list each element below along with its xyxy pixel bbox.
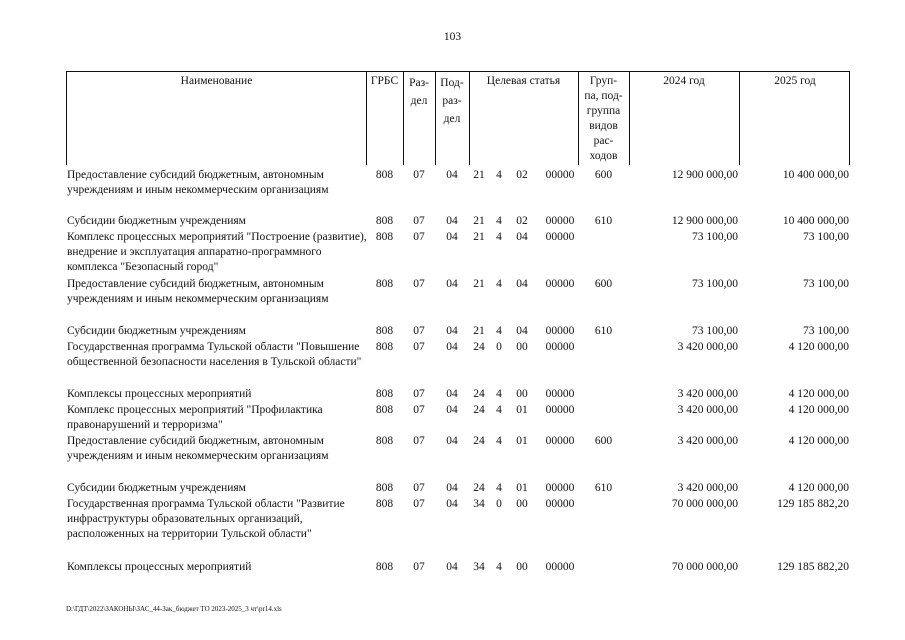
header-razdel: Раз- дел (409, 77, 429, 107)
cell-razdel: 07 (413, 278, 425, 290)
cell-2024: 3 420 000,00 (677, 482, 738, 494)
cell-target-type: 0 (496, 498, 502, 510)
cell-2025: 73 100,00 (803, 325, 849, 337)
cell-target-type: 4 (496, 278, 502, 290)
cell-target-type: 4 (496, 169, 502, 181)
cell-target-direction: 00000 (545, 341, 575, 353)
cell-grbs: 808 (375, 498, 394, 510)
cell-podrazdel: 04 (446, 482, 458, 494)
cell-2025: 4 120 000,00 (788, 388, 849, 400)
cell-2025: 4 120 000,00 (788, 482, 849, 494)
cell-name: Предоставление субсидий бюджетным, автономным учреждениям и иным некоммерческим организациям (67, 278, 329, 305)
cell-2025: 4 120 000,00 (788, 341, 849, 353)
cell-target-program: 21 (473, 325, 485, 337)
cell-podrazdel: 04 (446, 341, 458, 353)
cell-name: Комплекс процессных мероприятий "Профилактика правонарушений и терроризма" (67, 404, 323, 431)
cell-target-type: 4 (496, 435, 502, 447)
cell-razdel: 07 (413, 482, 425, 494)
header-target: Целевая статья (486, 75, 561, 87)
cell-2025: 4 120 000,00 (788, 435, 849, 447)
cell-target-complex: 04 (516, 278, 528, 290)
cell-grbs: 808 (375, 231, 394, 243)
cell-target-direction: 00000 (545, 561, 575, 573)
cell-target-program: 21 (473, 215, 485, 227)
cell-2024: 73 100,00 (692, 325, 738, 337)
cell-target-complex: 00 (516, 498, 528, 510)
cell-name: Предоставление субсидий бюджетным, автономным учреждениям и иным некоммерческим организациям (67, 169, 329, 196)
header-group: Груп- па, под- группа видов рас- ходов (584, 75, 623, 162)
cell-podrazdel: 04 (446, 215, 458, 227)
cell-target-program: 24 (473, 435, 485, 447)
cell-podrazdel: 04 (446, 325, 458, 337)
cell-name: Комплексы процессных мероприятий (67, 561, 252, 573)
cell-target-direction: 00000 (545, 215, 575, 227)
cell-target-program: 21 (473, 278, 485, 290)
cell-target-type: 4 (496, 482, 502, 494)
cell-target-program: 34 (473, 498, 485, 510)
cell-razdel: 07 (413, 561, 425, 573)
cell-group: 600 (594, 435, 613, 447)
file-path: D:\ГДТ\2022\ЗАКОНЫ\ЗАС_44-Зак_бюджет ТО 2023-2025_3 чт\pr14.xls (66, 605, 282, 613)
cell-target-complex: 01 (516, 482, 528, 494)
cell-target-type: 4 (496, 231, 502, 243)
cell-2025: 73 100,00 (803, 278, 849, 290)
cell-razdel: 07 (413, 169, 425, 181)
cell-razdel: 07 (413, 498, 425, 510)
cell-podrazdel: 04 (446, 498, 458, 510)
cell-2025: 10 400 000,00 (782, 169, 849, 181)
cell-2025: 73 100,00 (803, 231, 849, 243)
cell-name: Субсидии бюджетным учреждениям (67, 215, 246, 227)
cell-target-program: 24 (473, 482, 485, 494)
cell-razdel: 07 (413, 231, 425, 243)
cell-grbs: 808 (375, 325, 394, 337)
cell-2024: 73 100,00 (692, 278, 738, 290)
cell-grbs: 808 (375, 404, 394, 416)
cell-target-type: 0 (496, 341, 502, 353)
cell-grbs: 808 (375, 388, 394, 400)
cell-name: Государственная программа Тульской области "Развитие инфраструктуры образовательных организаций, расположенных на территории Тульской области" (67, 498, 345, 540)
cell-2024: 70 000 000,00 (671, 498, 738, 510)
cell-grbs: 808 (375, 561, 394, 573)
cell-target-direction: 00000 (545, 404, 575, 416)
cell-grbs: 808 (375, 169, 394, 181)
cell-target-program: 24 (473, 341, 485, 353)
cell-podrazdel: 04 (446, 561, 458, 573)
cell-group: 610 (594, 482, 613, 494)
cell-2025: 129 185 882,20 (777, 498, 849, 510)
cell-podrazdel: 04 (446, 388, 458, 400)
cell-target-complex: 02 (516, 215, 528, 227)
cell-name: Предоставление субсидий бюджетным, автономным учреждениям и иным некоммерческим организациям (67, 435, 329, 462)
cell-2024: 12 900 000,00 (671, 169, 738, 181)
cell-podrazdel: 04 (446, 278, 458, 290)
cell-target-type: 4 (496, 404, 502, 416)
cell-group: 610 (594, 325, 613, 337)
cell-target-direction: 00000 (545, 482, 575, 494)
cell-target-direction: 00000 (545, 498, 575, 510)
cell-razdel: 07 (413, 215, 425, 227)
cell-target-complex: 00 (516, 341, 528, 353)
cell-podrazdel: 04 (446, 404, 458, 416)
cell-razdel: 07 (413, 435, 425, 447)
header-name: Наименование (180, 75, 253, 87)
cell-target-type: 4 (496, 215, 502, 227)
cell-target-direction: 00000 (545, 169, 575, 181)
cell-2024: 73 100,00 (692, 231, 738, 243)
cell-target-program: 24 (473, 388, 485, 400)
cell-2024: 3 420 000,00 (677, 404, 738, 416)
cell-name: Субсидии бюджетным учреждениям (67, 482, 246, 494)
cell-podrazdel: 04 (446, 169, 458, 181)
cell-2024: 70 000 000,00 (671, 561, 738, 573)
cell-target-complex: 04 (516, 231, 528, 243)
cell-target-complex: 00 (516, 388, 528, 400)
cell-2024: 3 420 000,00 (677, 388, 738, 400)
cell-2024: 3 420 000,00 (677, 435, 738, 447)
cell-target-type: 4 (496, 325, 502, 337)
cell-target-complex: 04 (516, 325, 528, 337)
cell-razdel: 07 (413, 341, 425, 353)
cell-2025: 10 400 000,00 (782, 215, 849, 227)
cell-target-complex: 00 (516, 561, 528, 573)
cell-podrazdel: 04 (446, 231, 458, 243)
cell-name: Государственная программа Тульской области "Повышение общественной безопасности населения в Тульской области" (67, 341, 362, 368)
cell-target-complex: 02 (516, 169, 528, 181)
cell-grbs: 808 (375, 215, 394, 227)
cell-group: 600 (594, 169, 613, 181)
cell-target-direction: 00000 (545, 278, 575, 290)
cell-target-program: 24 (473, 404, 485, 416)
cell-target-type: 4 (496, 388, 502, 400)
cell-2025: 4 120 000,00 (788, 404, 849, 416)
cell-target-complex: 01 (516, 404, 528, 416)
cell-target-direction: 00000 (545, 325, 575, 337)
header-podrazdel: Под- раз- дел (440, 77, 464, 125)
cell-grbs: 808 (375, 341, 394, 353)
cell-grbs: 808 (375, 482, 394, 494)
cell-2024: 12 900 000,00 (671, 215, 738, 227)
cell-razdel: 07 (413, 404, 425, 416)
cell-podrazdel: 04 (446, 435, 458, 447)
cell-target-direction: 00000 (545, 388, 575, 400)
cell-name: Комплексы процессных мероприятий (67, 388, 252, 400)
header-2025: 2025 год (774, 75, 816, 87)
header-grbs: ГРБС (370, 75, 399, 87)
cell-group: 600 (594, 278, 613, 290)
cell-razdel: 07 (413, 325, 425, 337)
cell-target-program: 21 (473, 231, 485, 243)
cell-target-direction: 00000 (545, 435, 575, 447)
page-number: 103 (443, 31, 462, 43)
cell-grbs: 808 (375, 278, 394, 290)
cell-target-complex: 01 (516, 435, 528, 447)
cell-group: 610 (594, 215, 613, 227)
cell-target-type: 4 (496, 561, 502, 573)
cell-target-direction: 00000 (545, 231, 575, 243)
table-header (66, 71, 850, 165)
cell-2024: 3 420 000,00 (677, 341, 738, 353)
cell-grbs: 808 (375, 435, 394, 447)
cell-razdel: 07 (413, 388, 425, 400)
header-2024: 2024 год (663, 75, 705, 87)
cell-2025: 129 185 882,20 (777, 561, 849, 573)
cell-name: Комплекс процессных мероприятий "Построение (развитие), внедрение и эксплуатация аппаратно-программного комплекса "Безопасный город" (67, 231, 367, 273)
cell-target-program: 21 (473, 169, 485, 181)
cell-name: Субсидии бюджетным учреждениям (67, 325, 246, 337)
cell-target-program: 34 (473, 561, 485, 573)
